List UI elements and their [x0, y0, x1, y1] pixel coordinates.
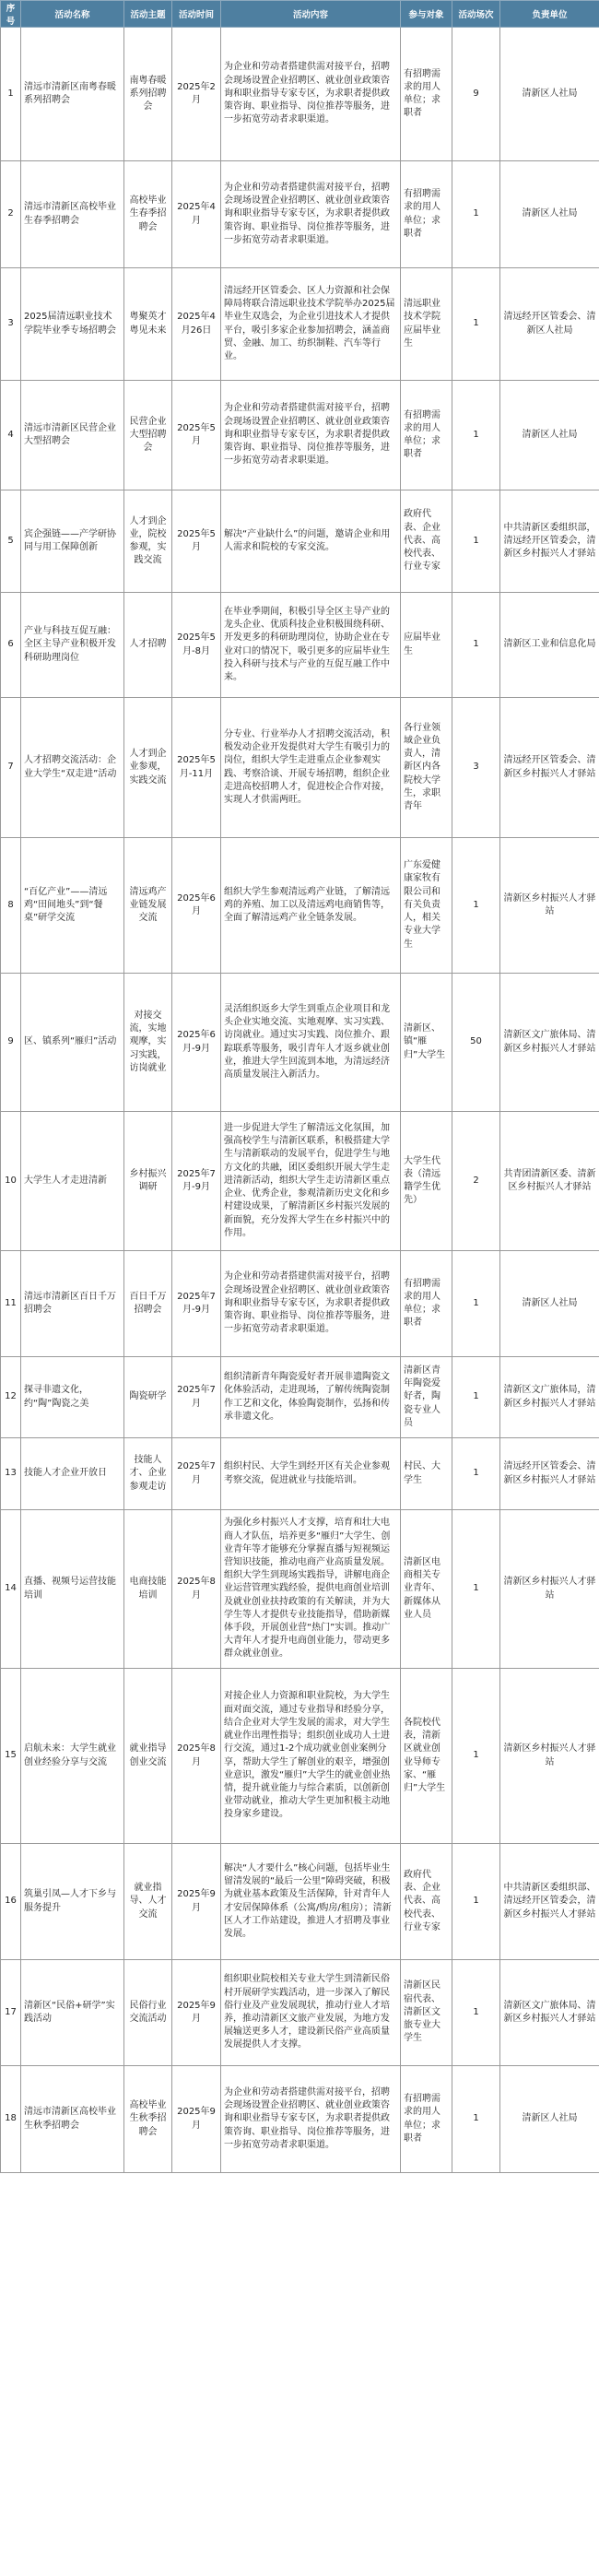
cell-theme: 百日千万招聘会: [124, 1251, 172, 1357]
cell-name: 清远市清新区高校毕业生春季招聘会: [21, 161, 124, 268]
cell-target: 清新区、镇“雁归”大学生: [401, 974, 452, 1112]
cell-target: 有招聘需求的用人单位；求职者: [401, 28, 452, 161]
cell-name: 清远市清新区百日千万招聘会: [21, 1251, 124, 1357]
cell-sessions: 3: [452, 698, 500, 838]
table-row: [1, 838, 599, 974]
cell-unit: 清新区工业和信息化局: [500, 593, 599, 698]
cell-name: 技能人才企业开放日: [21, 1438, 124, 1510]
header-theme: 活动主题: [124, 1, 172, 28]
cell-theme: 高校毕业生秋季招聘会: [124, 2066, 172, 2173]
table-row: [1, 1251, 599, 1357]
cell-no: 2: [1, 161, 21, 268]
header-time: 活动时间: [172, 1, 221, 28]
cell-target: 有招聘需求的用人单位；求职者: [401, 2066, 452, 2173]
cell-no: 9: [1, 974, 21, 1112]
cell-no: 16: [1, 1844, 21, 1960]
cell-target: 村民、大学生: [401, 1438, 452, 1510]
table-row: [1, 2066, 599, 2173]
cell-theme: 电商技能培训: [124, 1510, 172, 1669]
cell-content: 组织职业院校相关专业大学生到清新民俗村开展研学实践活动，进一步深入了解民俗行业及产业发展现状，推动行业人才培养，推动清新区文旅产业发展，为地方发展输送更多人才，建设新民俗产业高质量发展提供人才支撑。: [221, 1960, 401, 2066]
table-header-row: [1, 1, 599, 28]
cell-theme: 民俗行业交流活动: [124, 1960, 172, 2066]
cell-no: 15: [1, 1669, 21, 1844]
cell-sessions: 9: [452, 28, 500, 161]
table-row: [1, 28, 599, 161]
table-row: [1, 1112, 599, 1251]
cell-time: 2025年7月-9月: [172, 1112, 221, 1251]
cell-target: 清新区青年陶瓷爱好者，陶瓷专业人员: [401, 1357, 452, 1438]
cell-theme: 清远鸡产业链发展交流: [124, 838, 172, 974]
cell-time: 2025年7月-9月: [172, 1251, 221, 1357]
cell-target: 清新区电商相关专业青年、新媒体从业人员: [401, 1510, 452, 1669]
cell-theme: 技能人才、企业参观走访: [124, 1438, 172, 1510]
cell-theme: 人才到企业，院校参观，实践交流: [124, 490, 172, 593]
cell-name: 启航未来：大学生就业创业经验分享与交流: [21, 1669, 124, 1844]
cell-time: 2025年8月: [172, 1669, 221, 1844]
cell-unit: 共青团清新区委、清新区乡村振兴人才驿站: [500, 1112, 599, 1251]
cell-sessions: 1: [452, 1960, 500, 2066]
cell-sessions: 1: [452, 1357, 500, 1438]
cell-time: 2025年9月: [172, 1960, 221, 2066]
cell-theme: 粤聚英才粤见未来: [124, 268, 172, 381]
cell-time: 2025年7月: [172, 1357, 221, 1438]
cell-theme: 就业指导创业交流: [124, 1669, 172, 1844]
table-row: [1, 1844, 599, 1960]
cell-name: 清远市清新区高校毕业生秋季招聘会: [21, 2066, 124, 2173]
cell-time: 2025年5月: [172, 381, 221, 490]
table-row: [1, 1438, 599, 1510]
cell-sessions: 1: [452, 1669, 500, 1844]
cell-time: 2025年6月: [172, 838, 221, 974]
cell-time: 2025年9月: [172, 2066, 221, 2173]
cell-sessions: 1: [452, 490, 500, 593]
table-row: [1, 1960, 599, 2066]
header-unit: 负责单位: [500, 1, 599, 28]
cell-theme: 陶瓷研学: [124, 1357, 172, 1438]
cell-time: 2025年5月: [172, 490, 221, 593]
cell-target: 各行业领域企业负责人，清新区内各院校大学生，求职青年: [401, 698, 452, 838]
cell-no: 17: [1, 1960, 21, 2066]
cell-unit: 清新区文广旅体局，清新区乡村振兴人才驿站: [500, 1357, 599, 1438]
cell-time: 2025年7月: [172, 1438, 221, 1510]
cell-name: 宾企强链——产学研协同与用工保障创新: [21, 490, 124, 593]
cell-sessions: 1: [452, 1510, 500, 1669]
cell-unit: 清新区人社局: [500, 28, 599, 161]
table-row: [1, 490, 599, 593]
cell-sessions: 1: [452, 1844, 500, 1960]
cell-target: 有招聘需求的用人单位；求职者: [401, 1251, 452, 1357]
cell-unit: 中共清新区委组织部，清远经开区管委会，清新区乡村振兴人才驿站: [500, 490, 599, 593]
cell-no: 3: [1, 268, 21, 381]
cell-target: 广东爱健康家牧有限公司和有关负责人，相关专业大学生: [401, 838, 452, 974]
cell-content: 为企业和劳动者搭建供需对接平台，招聘会现场设置企业招聘区、就业创业政策咨询和职业指导专家专区，为求职者提供政策咨询、职业指导、岗位推荐等服务，进一步拓宽劳动者求职渠道。: [221, 161, 401, 268]
cell-theme: 就业指导、人才交流: [124, 1844, 172, 1960]
cell-name: 清远市清新区南粤春暖系列招聘会: [21, 28, 124, 161]
cell-sessions: 1: [452, 268, 500, 381]
cell-content: 清远经开区管委会、区人力资源和社会保障局将联合清远职业技术学院举办2025届毕业生双选会，为企业引进技术人才提供平台，吸引多家企业参加招聘会，涵盖商贸、金融、加工、纺织制鞋、汽车等行业。: [221, 268, 401, 381]
cell-content: 对接企业人力资源和职业院校，为大学生面对面交流，通过专业指导和经验分享，结合企业对大学生发展的需求，对大学生就业作出理性指导；组织创业成功人士进行交流，通过1-2个成功就业创业案例分享，帮助大学生了解创业的艰辛，增强创业意识，激发“雁归”大学生的就业创业热情，提升就业能力与综合素质，以创新创业带动就业，推动大学生更加积极主动地投身家乡建设。: [221, 1669, 401, 1844]
cell-no: 12: [1, 1357, 21, 1438]
cell-no: 10: [1, 1112, 21, 1251]
cell-time: 2025年5月-11月: [172, 698, 221, 838]
cell-content: 为企业和劳动者搭建供需对接平台，招聘会现场设置企业招聘区、就业创业政策咨询和职业指导专家专区，为求职者提供政策咨询、职业指导、岗位推荐等服务，进一步拓宽劳动者求职渠道。: [221, 2066, 401, 2173]
cell-sessions: 1: [452, 1251, 500, 1357]
cell-content: 灵活组织返乡大学生到重点企业项目和龙头企业实地交流、实地观摩、实习实践、访岗就业。通过实习实践、岗位推介、跟踪联系等服务，吸引青年人才返乡就业创业，推进大学生回流到本地，为清远经济高质量发展注入新活力。: [221, 974, 401, 1112]
cell-theme: 人才招聘: [124, 593, 172, 698]
cell-unit: 清新区人社局: [500, 2066, 599, 2173]
cell-target: 各院校代表，清新区就业创业导师专家、“雁归”大学生: [401, 1669, 452, 1844]
cell-unit: 清远经开区管委会、清新区乡村振兴人才驿站: [500, 1438, 599, 1510]
cell-name: “百亿产业”——清远鸡“田间地头”到“餐桌”研学交流: [21, 838, 124, 974]
cell-name: 清远市清新区民营企业大型招聘会: [21, 381, 124, 490]
cell-unit: 清新区人社局: [500, 381, 599, 490]
cell-unit: 清新区人社局: [500, 1251, 599, 1357]
cell-no: 11: [1, 1251, 21, 1357]
cell-unit: 清新区乡村振兴人才驿站: [500, 1669, 599, 1844]
cell-no: 1: [1, 28, 21, 161]
cell-name: 直播、视频号运营技能培训: [21, 1510, 124, 1669]
cell-time: 2025年2月: [172, 28, 221, 161]
cell-no: 13: [1, 1438, 21, 1510]
cell-sessions: 1: [452, 161, 500, 268]
table-row: [1, 698, 599, 838]
cell-sessions: 50: [452, 974, 500, 1112]
cell-target: 应届毕业生: [401, 593, 452, 698]
cell-theme: 民营企业大型招聘会: [124, 381, 172, 490]
cell-sessions: 1: [452, 593, 500, 698]
cell-no: 18: [1, 2066, 21, 2173]
cell-content: 组织清新青年陶瓷爱好者开展非遗陶瓷文化体验活动，走进现场，了解传统陶瓷制作工艺和文化，体验陶瓷制作，弘扬和传承非遗文化。: [221, 1357, 401, 1438]
header-content: 活动内容: [221, 1, 401, 28]
cell-no: 4: [1, 381, 21, 490]
cell-unit: 清新区文广旅体局、清新区乡村振兴人才驿站: [500, 1960, 599, 2066]
cell-content: 进一步促进大学生了解清远文化氛围，加强高校学生与清新区联系，积极搭建大学生与清新联动的发展平台，促进学生与地方文化的共融，团区委组织开展大学生走进清新活动，组织大学生走访清新区重点企业、优秀企业，参观清新历史文化和乡村建设成果，了解清新区乡村振兴发展的新面貌，充分发挥大学生在乡村振兴中的作用。: [221, 1112, 401, 1251]
cell-target: 清远职业技术学院应届毕业生: [401, 268, 452, 381]
cell-content: 解决“产业缺什么”的问题，邀请企业和用人需求和院校的专家交流。: [221, 490, 401, 593]
cell-target: 大学生代表（清远籍学生优先）: [401, 1112, 452, 1251]
cell-theme: 高校毕业生春季招聘会: [124, 161, 172, 268]
cell-name: 大学生人才走进清新: [21, 1112, 124, 1251]
cell-target: 有招聘需求的用人单位；求职者: [401, 381, 452, 490]
cell-no: 5: [1, 490, 21, 593]
cell-time: 2025年8月: [172, 1510, 221, 1669]
cell-name: 2025届清远职业技术学院毕业季专场招聘会: [21, 268, 124, 381]
cell-time: 2025年4月26日: [172, 268, 221, 381]
header-sessions: 活动场次: [452, 1, 500, 28]
table-row: [1, 268, 599, 381]
cell-content: 组织村民、大学生到经开区有关企业参观考察交流，促进就业与技能培训。: [221, 1438, 401, 1510]
cell-unit: 清远经开区管委会、清新区人社局: [500, 268, 599, 381]
cell-unit: 清新区文广旅体局、清新区乡村振兴人才驿站: [500, 974, 599, 1112]
cell-name: 探寻非遗文化，约“陶”陶瓷之美: [21, 1357, 124, 1438]
cell-name: 区、镇系列“雁归”活动: [21, 974, 124, 1112]
cell-content: 为强化乡村振兴人才支撑，培育和壮大电商人才队伍，培养更多“雁归”大学生、创业青年等才能够充分掌握直播与短视频运营知识技能，推动电商产业高质量发展。组织大学生到现场实践指导，讲解电商企业运营管理实践经验，提供电商创业培训及就业创业扶持政策的有关解读，并为大学生等人才提供专业技能指导，借助新媒体手段，开展创业营“热门”实训。推动广大青年人才提升电商创业能力，带动更多群众就业创业。: [221, 1510, 401, 1669]
cell-sessions: 1: [452, 2066, 500, 2173]
cell-target: 清新区民宿代表、清新区文旅专业大学生: [401, 1960, 452, 2066]
cell-unit: 中共清新区委组织部、清远经开区管委会，清新区乡村振兴人才驿站: [500, 1844, 599, 1960]
cell-theme: 对接交流，实地观摩，实习实践，访岗就业: [124, 974, 172, 1112]
cell-name: 人才招聘交流活动：企业大学生“双走进”活动: [21, 698, 124, 838]
cell-no: 7: [1, 698, 21, 838]
cell-content: 为企业和劳动者搭建供需对接平台，招聘会现场设置企业招聘区、就业创业政策咨询和职业指导专家专区，为求职者提供政策咨询、职业指导、岗位推荐等服务，进一步拓宽劳动者求职渠道。: [221, 1251, 401, 1357]
cell-name: 清新区“民俗+研学”实践活动: [21, 1960, 124, 2066]
cell-time: 2025年6月-9月: [172, 974, 221, 1112]
cell-unit: 清远经开区管委会、清新区乡村振兴人才驿站: [500, 698, 599, 838]
cell-sessions: 1: [452, 381, 500, 490]
cell-theme: 南粤春暖系列招聘会: [124, 28, 172, 161]
header-no: 序号: [1, 1, 21, 28]
cell-target: 有招聘需求的用人单位；求职者: [401, 161, 452, 268]
header-name: 活动名称: [21, 1, 124, 28]
cell-sessions: 1: [452, 838, 500, 974]
cell-no: 14: [1, 1510, 21, 1669]
table-row: [1, 1510, 599, 1669]
cell-content: 解决“人才要什么”核心问题，包括毕业生留清发展的“最后一公里”障碍突破，积极为就业基本政策及生活保障，针对青年人才安居保障体系（公寓/购房/租房）；清新区人才工作站建设，推进人才招聘及事业发展。: [221, 1844, 401, 1960]
table-row: [1, 1669, 599, 1844]
cell-content: 组织大学生参观清远鸡产业链，了解清远鸡的养殖、加工以及清远鸡电商销售等，全面了解清远鸡产业全链条发展。: [221, 838, 401, 974]
cell-theme: 人才到企业参观，实践交流: [124, 698, 172, 838]
cell-content: 在毕业季期间，积极引导全区主导产业的龙头企业、优质科技企业积极围绕科研、开发更多的科研助理岗位，协助企业在专业对口的情况下，吸引更多的应届毕业生投入科研与技术与产业的互促互融工作中来。: [221, 593, 401, 698]
cell-time: 2025年9月: [172, 1844, 221, 1960]
cell-content: 分专业、行业举办人才招聘交流活动，积极发动企业开发提供对大学生有吸引力的岗位，组织大学生走进重点企业参观实践、考察洽谈、开展专场招聘，组织企业走进高校招聘人才，促进校企合作对接，实现人才供需两旺。: [221, 698, 401, 838]
cell-unit: 清新区乡村振兴人才驿站: [500, 1510, 599, 1669]
table-row: [1, 593, 599, 698]
cell-content: 为企业和劳动者搭建供需对接平台，招聘会现场设置企业招聘区、就业创业政策咨询和职业指导专家专区，为求职者提供政策咨询、职业指导、岗位推荐等服务，进一步拓宽劳动者求职渠道。: [221, 381, 401, 490]
table-row: [1, 381, 599, 490]
cell-unit: 清新区乡村振兴人才驿站: [500, 838, 599, 974]
cell-unit: 清新区人社局: [500, 161, 599, 268]
cell-target: 政府代表、企业代表、高校代表、行业专家: [401, 1844, 452, 1960]
cell-name: 筑巢引凤—人才下乡与服务提升: [21, 1844, 124, 1960]
header-target: 参与对象: [401, 1, 452, 28]
table-row: [1, 1357, 599, 1438]
table-row: [1, 161, 599, 268]
cell-sessions: 2: [452, 1112, 500, 1251]
cell-no: 8: [1, 838, 21, 974]
cell-sessions: 1: [452, 1438, 500, 1510]
cell-time: 2025年4月: [172, 161, 221, 268]
cell-name: 产业与科技互促互融：全区主导产业积极开发科研助理岗位: [21, 593, 124, 698]
table-row: [1, 974, 599, 1112]
cell-no: 6: [1, 593, 21, 698]
cell-time: 2025年5月-8月: [172, 593, 221, 698]
cell-theme: 乡村振兴调研: [124, 1112, 172, 1251]
cell-content: 为企业和劳动者搭建供需对接平台，招聘会现场设置企业招聘区、就业创业政策咨询和职业指导专家专区，为求职者提供政策咨询、职业指导、岗位推荐等服务，进一步拓宽劳动者求职渠道。: [221, 28, 401, 161]
cell-target: 政府代表、企业代表、高校代表、行业专家: [401, 490, 452, 593]
